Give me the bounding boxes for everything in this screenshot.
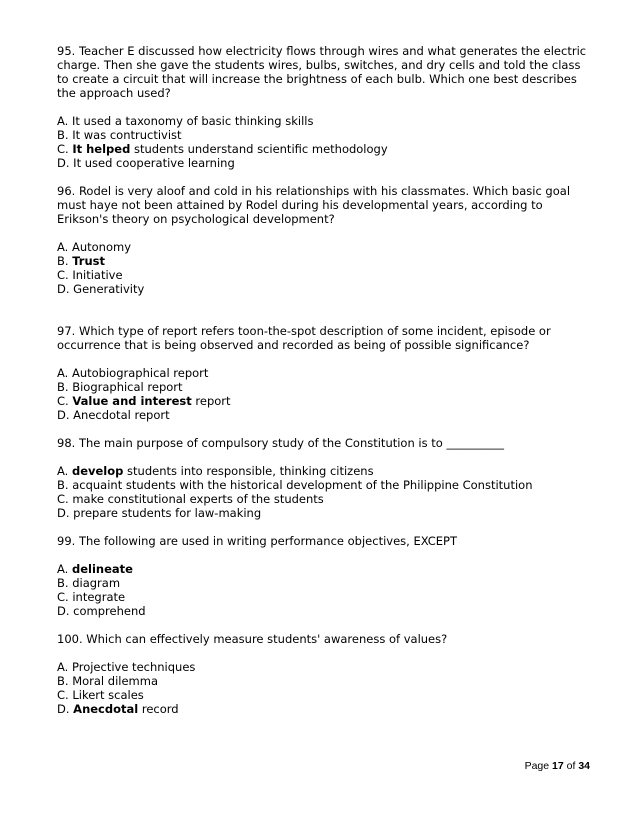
answer-highlight: delineate — [71, 562, 133, 576]
page-total: 34 — [578, 760, 590, 772]
question-number: 98. — [57, 436, 76, 450]
option-c: C. make constitutional experts of the students — [57, 492, 324, 506]
option-c: C. Initiative — [57, 268, 123, 282]
option-d: D. Generativity — [57, 282, 145, 296]
question-stem — [57, 324, 587, 352]
question-96 — [57, 184, 587, 296]
page-footer: Page 17 of 34 — [524, 760, 590, 772]
option-b: B. Biographical report — [57, 380, 183, 394]
question-number: 97. — [57, 324, 76, 338]
options-list — [57, 464, 587, 520]
question-text: Which type of report refers toon-the-spot description of some incident, episode or occurrence that is being observed and recorded as being of possible significance? — [57, 324, 551, 352]
option-d: D. Anecdotal report — [57, 408, 170, 422]
question-99 — [57, 534, 587, 618]
question-stem — [57, 44, 587, 100]
answer-highlight: Trust — [72, 254, 105, 268]
option-b: B. diagram — [57, 576, 121, 590]
question-number: 100. — [57, 632, 83, 646]
option-a: A. Projective techniques — [57, 660, 196, 674]
question-97 — [57, 324, 587, 422]
question-number: 95. — [57, 44, 76, 58]
option-b: B. Moral dilemma — [57, 674, 159, 688]
question-text: The main purpose of compulsory study of the Constitution is to __________ — [78, 436, 504, 450]
option-c: C. integrate — [57, 590, 126, 604]
question-98 — [57, 436, 587, 520]
option-c: C. It helped students understand scientific methodology — [57, 142, 388, 156]
option-b: B. acquaint students with the historical development of the Philippine Constitution — [57, 478, 533, 492]
answer-highlight: Anecdotal — [73, 702, 139, 716]
option-b: B. It was contructivist — [57, 128, 182, 142]
option-d: D. Anecdotal record — [57, 702, 179, 716]
page-number: 17 — [552, 760, 564, 772]
options-list — [57, 114, 587, 170]
option-a: A. It used a taxonomy of basic thinking skills — [57, 114, 314, 128]
question-stem — [57, 436, 587, 450]
question-number: 96. — [57, 184, 76, 198]
options-list — [57, 562, 587, 618]
answer-highlight: Value and interest — [72, 394, 192, 408]
option-d: D. It used cooperative learning — [57, 156, 235, 170]
option-a: A. delineate — [57, 562, 133, 576]
options-list — [57, 240, 587, 296]
option-a: A. Autonomy — [57, 240, 132, 254]
questions-list — [57, 44, 587, 730]
option-d: D. comprehend — [57, 604, 146, 618]
question-text: The following are used in writing performance objectives, EXCEPT — [78, 534, 458, 548]
options-list — [57, 366, 587, 422]
question-stem — [57, 632, 587, 646]
answer-highlight: develop — [71, 464, 124, 478]
option-c: C. Value and interest report — [57, 394, 231, 408]
question-text: Teacher E discussed how electricity flows through wires and what generates the electric charge. Then she gave the students wires, bulbs, switches, and dry cells and told the class to create a circuit that will increase the brightness of each bulb. Which one best describes the approach used? — [57, 44, 587, 100]
option-a: A. develop students into responsible, thinking citizens — [57, 464, 374, 478]
question-stem — [57, 184, 587, 226]
option-b: B. Trust — [57, 254, 105, 268]
option-c: C. Likert scales — [57, 688, 144, 702]
option-a: A. Autobiographical report — [57, 366, 209, 380]
question-stem — [57, 534, 587, 548]
question-text: Which can effectively measure students' awareness of values? — [86, 632, 448, 646]
option-d: D. prepare students for law-making — [57, 506, 262, 520]
question-100 — [57, 632, 587, 716]
answer-highlight: It helped — [72, 142, 131, 156]
options-list — [57, 660, 587, 716]
question-text: Rodel is very aloof and cold in his relationships with his classmates. Which basic goal must haye not been attained by Rodel during his developmental years, according to Erikson's theory on psychological development? — [57, 184, 571, 226]
question-number: 99. — [57, 534, 76, 548]
question-95 — [57, 44, 587, 170]
